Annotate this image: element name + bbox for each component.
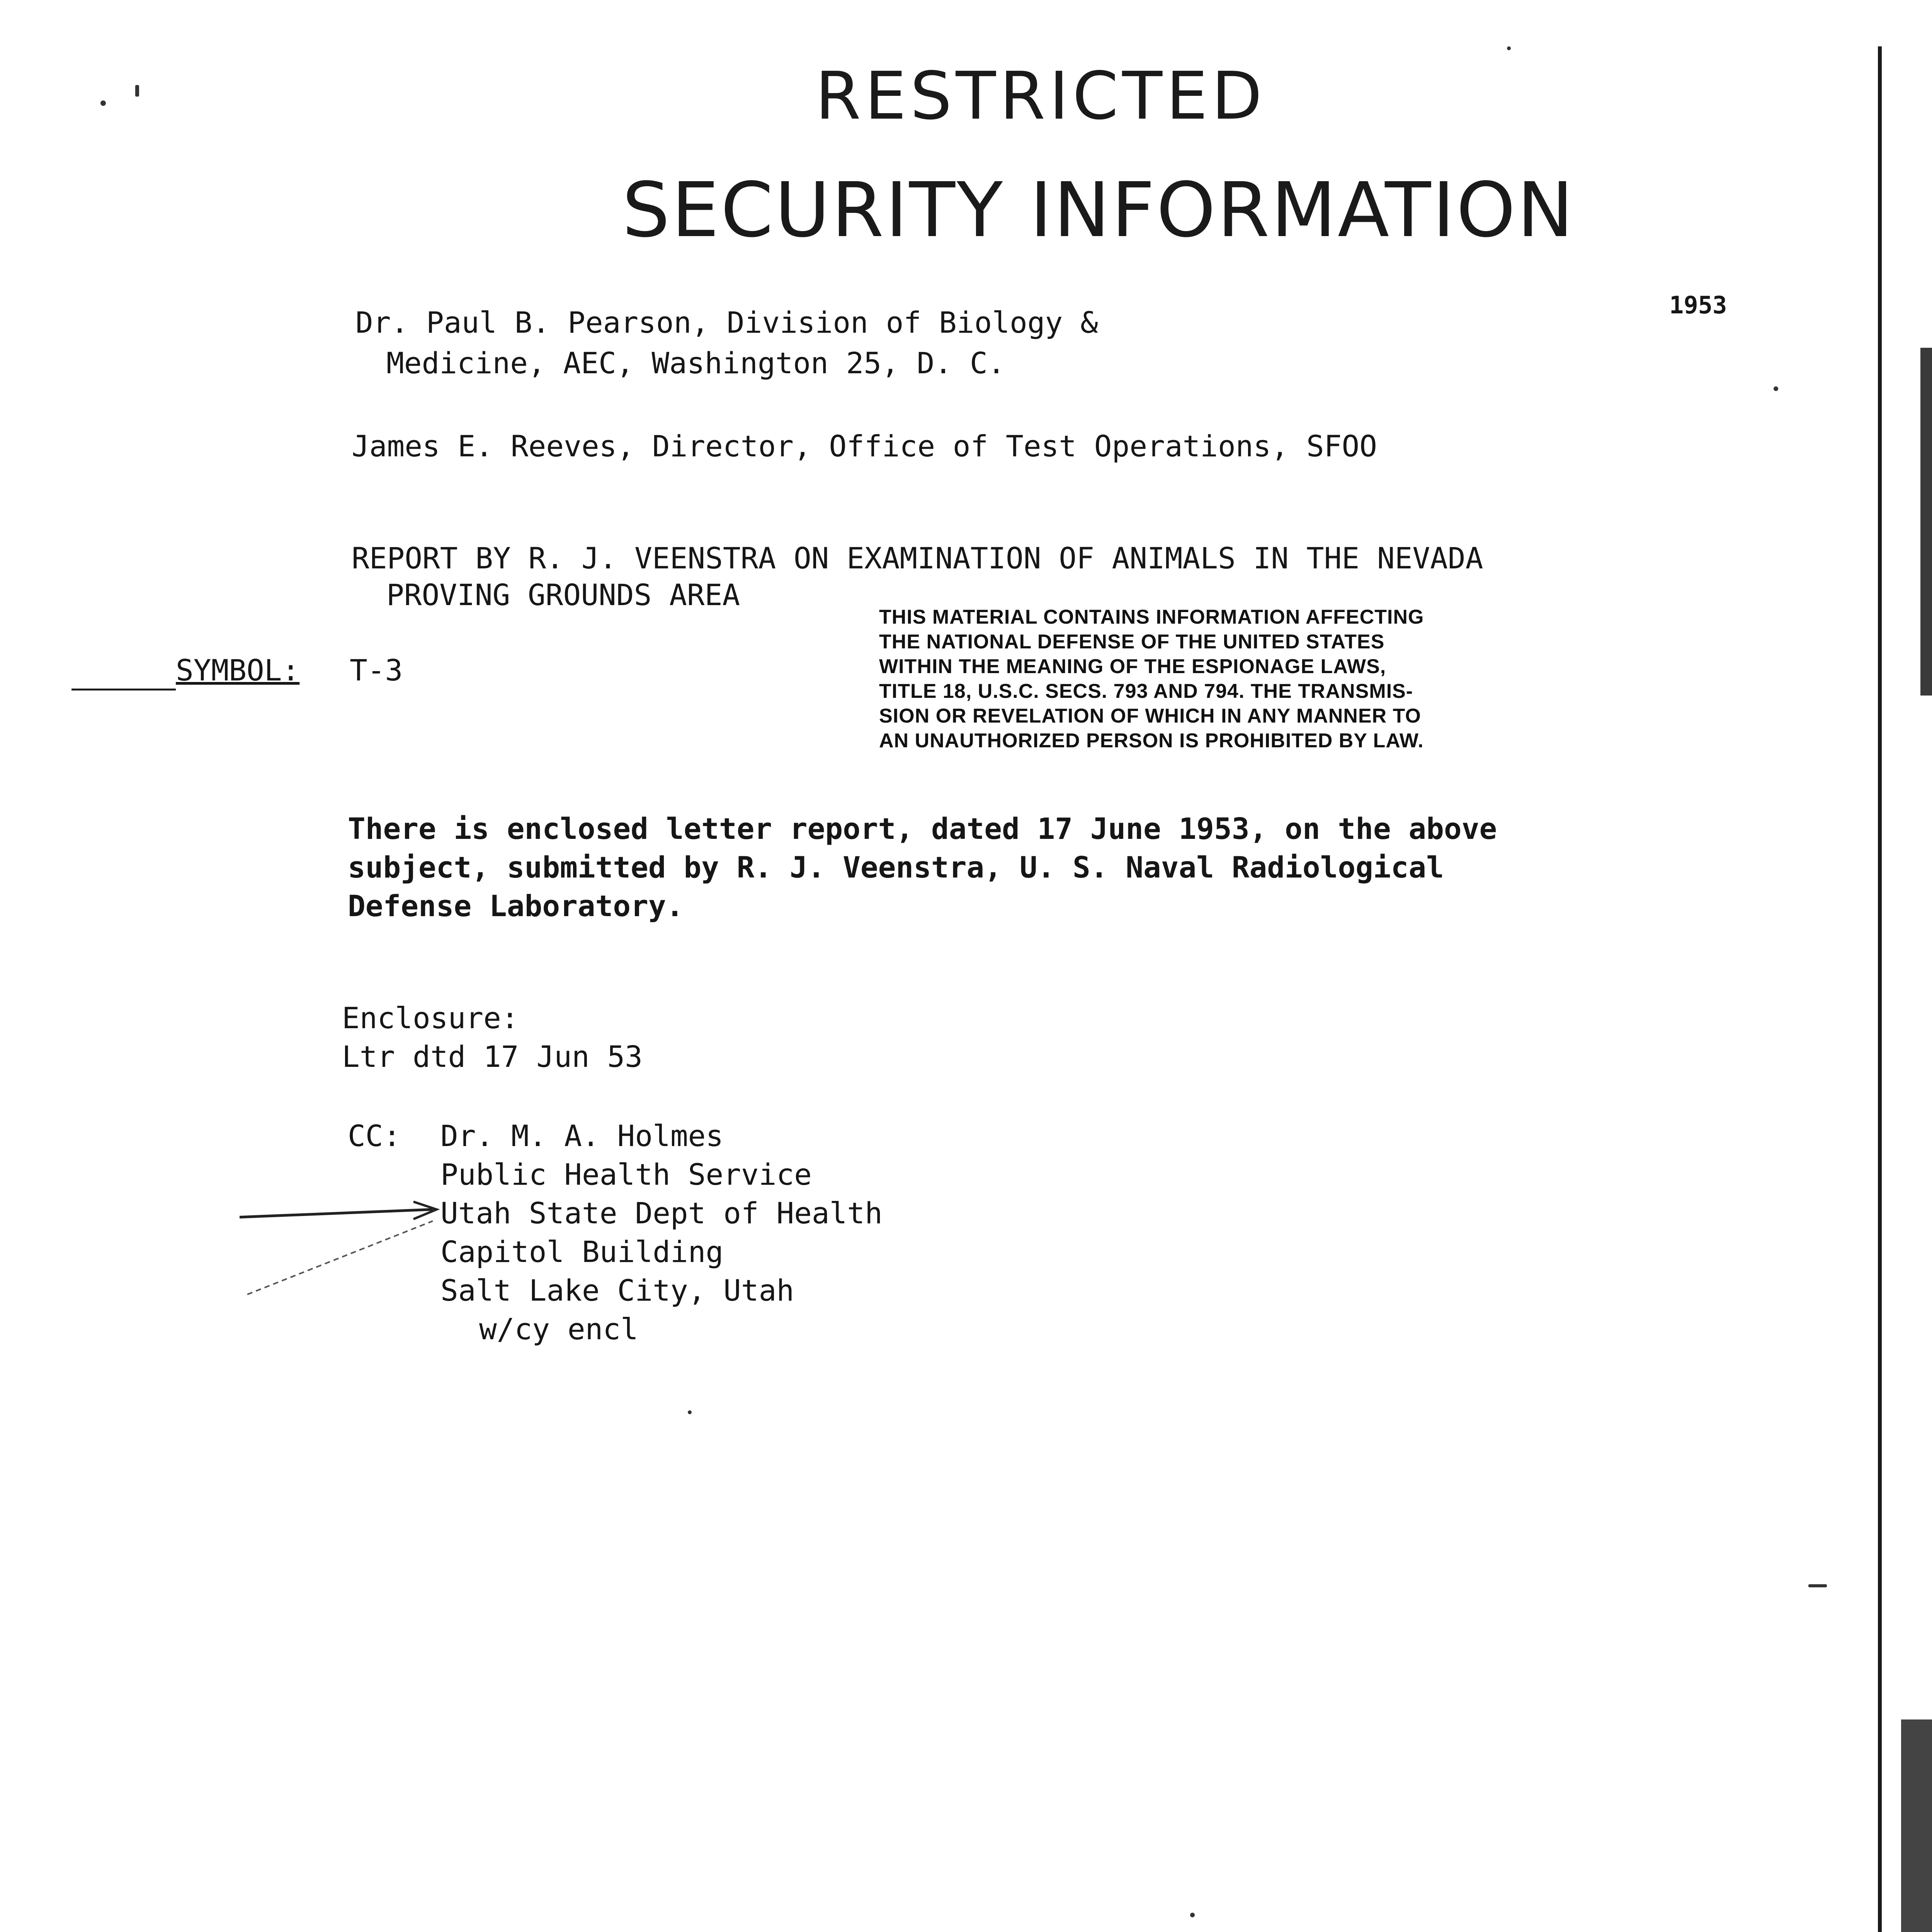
cc-label: CC:	[348, 1119, 401, 1153]
body-line-2: subject, submitted by R. J. Veenstra, U. S. Naval Radiological	[348, 850, 1444, 884]
scan-speck	[1774, 386, 1778, 391]
cc-line-2: Public Health Service	[440, 1157, 812, 1192]
espionage-notice-line-6: AN UNAUTHORIZED PERSON IS PROHIBITED BY LAW.	[879, 730, 1424, 752]
symbol-value: T-3	[350, 653, 403, 687]
enclosure-item: Ltr dtd 17 Jun 53	[342, 1039, 643, 1074]
espionage-notice-line-3: WITHIN THE MEANING OF THE ESPIONAGE LAWS,	[879, 655, 1386, 678]
scan-speck	[135, 85, 139, 97]
espionage-notice-line-5: SION OR REVELATION OF WHICH IN ANY MANNER TO	[879, 705, 1421, 727]
subject-line-1: REPORT BY R. J. VEENSTRA ON EXAMINATION OF ANIMALS IN THE NEVADA	[352, 541, 1483, 575]
symbol-rule	[71, 689, 176, 690]
cc-line-1: Dr. M. A. Holmes	[440, 1119, 724, 1153]
scan-speck	[1808, 1584, 1827, 1587]
cc-line-3: Utah State Dept of Health	[440, 1196, 883, 1230]
scan-speck	[1190, 1913, 1195, 1917]
right-margin-line	[1878, 46, 1882, 1932]
date-stamp: 1953	[1669, 291, 1727, 319]
body-line-3: Defense Laboratory.	[348, 889, 684, 923]
cc-line-6: w/cy encl	[479, 1312, 638, 1346]
enclosure-label: Enclosure:	[342, 1001, 519, 1035]
to-line-1: Dr. Paul B. Pearson, Division of Biology &	[355, 305, 1098, 340]
handwritten-arrow	[232, 1194, 448, 1302]
symbol-label: SYMBOL:	[176, 653, 300, 687]
cc-line-5: Salt Lake City, Utah	[440, 1273, 794, 1308]
scan-speck	[100, 100, 106, 106]
espionage-notice-line-2: THE NATIONAL DEFENSE OF THE UNITED STATES	[879, 631, 1385, 653]
scan-speck	[688, 1410, 692, 1414]
security-information-stamp-top: SECURITY INFORMATION	[622, 166, 1575, 254]
espionage-notice-line-4: TITLE 18, U.S.C. SECS. 793 AND 794. THE TRANSMIS-	[879, 680, 1413, 702]
to-line-2: Medicine, AEC, Washington 25, D. C.	[386, 346, 1005, 380]
subject-line-2: PROVING GROUNDS AREA	[386, 578, 740, 612]
right-edge-scan-band-upper	[1920, 348, 1932, 696]
right-edge-scan-band-lower	[1901, 1719, 1932, 1932]
from-line: James E. Reeves, Director, Office of Test Operations, SFOO	[352, 429, 1377, 463]
cc-line-4: Capitol Building	[440, 1235, 724, 1269]
espionage-notice-line-1: THIS MATERIAL CONTAINS INFORMATION AFFECTING	[879, 606, 1424, 628]
body-line-1: There is enclosed letter report, dated 17 June 1953, on the above	[348, 811, 1497, 846]
scan-speck	[1507, 46, 1511, 50]
restricted-stamp-top: RESTRICTED	[815, 58, 1266, 134]
